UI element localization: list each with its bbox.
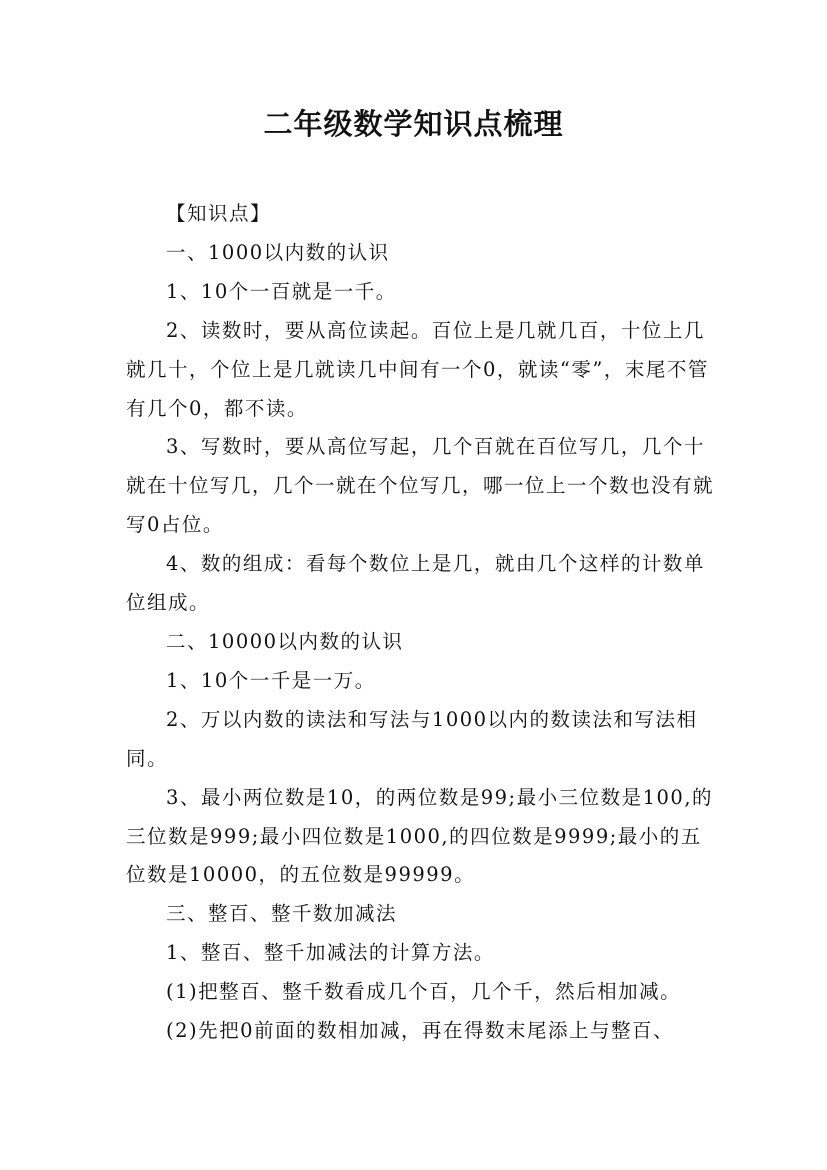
paragraph: 2、读数时，要从高位读起。百位上是几就几百，十位上几就几十，个位上是几就读几中间有一个0，就读“零”，末尾不管有几个0，都不读。 <box>126 318 709 420</box>
paragraph: 1、10个一千是一万。 <box>166 668 376 692</box>
section-heading-knowledge-points: 【知识点】 <box>166 202 272 225</box>
paragraph: 2、万以内数的读法和写法与1000以内的数读法和写法相同。 <box>126 707 698 770</box>
paragraph: 4、数的组成：看每个数位上是几，就由几个这样的计数单位组成。 <box>126 552 705 615</box>
paragraph: (2)先把0前面的数相加减，再在得数末尾添上与整百、 <box>166 1019 675 1043</box>
paragraph: 1、10个一百就是一千。 <box>166 279 397 303</box>
paragraph: 1、整百、整千加减法的计算方法。 <box>166 941 495 965</box>
document-body <box>126 195 716 1051</box>
section-heading-3: 三、整百、整千数加减法 <box>166 902 398 926</box>
paragraph: (1)把整百、整千数看成几个百，几个千，然后相加减。 <box>166 980 682 1004</box>
section-heading-2: 二、10000以内数的认识 <box>166 629 404 653</box>
paragraph: 3、最小两位数是10，的两位数是99;最小三位数是100,的三位数是999;最小四位数是1000,的四位数是9999;最小的五位数是10000，的五位数是99999。 <box>126 785 714 887</box>
document-title: 二年级数学知识点梳理 <box>263 107 564 141</box>
section-heading-1: 一、1000以内数的认识 <box>166 240 390 264</box>
paragraph: 3、写数时，要从高位写起，几个百就在百位写几，几个十就在十位写几，几个一就在个位写几，哪一位上一个数也没有就写0占位。 <box>126 435 715 537</box>
